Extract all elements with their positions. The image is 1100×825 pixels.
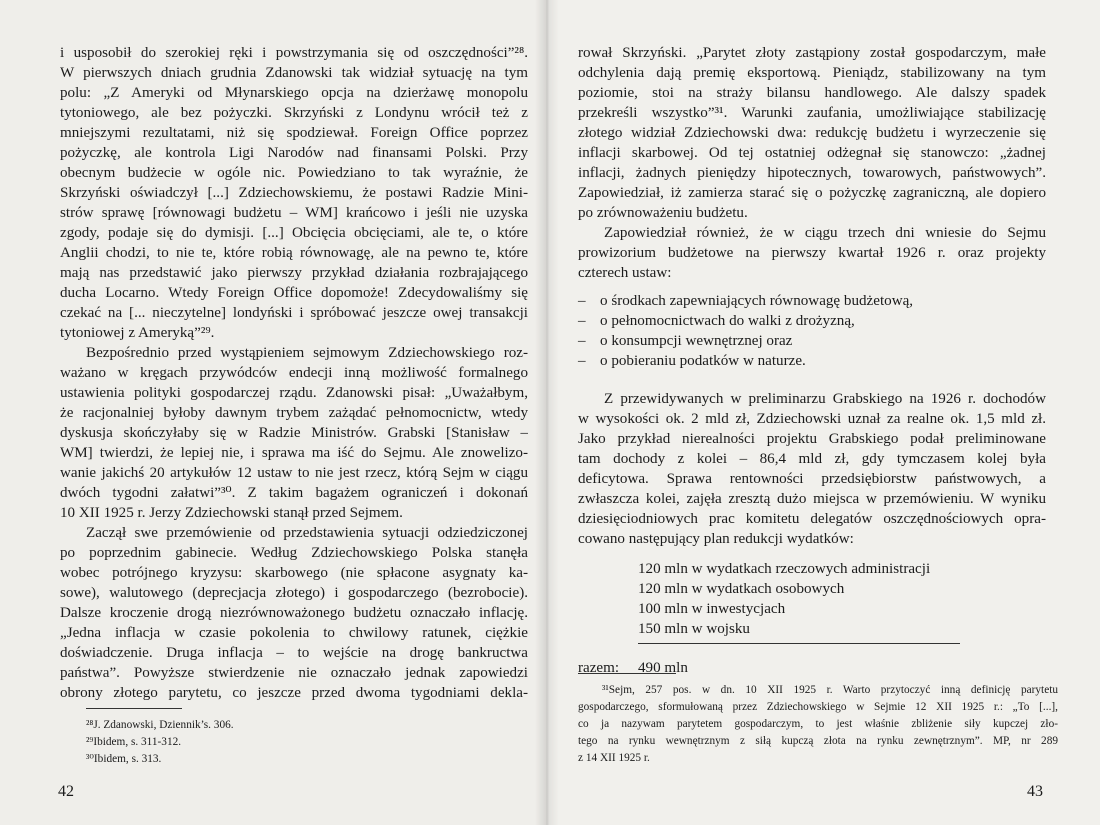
text-line: inflacji, żadnych pieniędzy hipotecznych, towarowych, państwowych”. bbox=[578, 165, 1046, 181]
text-line: złotego widział Zdziechowski dwa: redukcję budżetu i wyrzeczenie się bbox=[578, 125, 1046, 141]
right-page bbox=[547, 0, 1100, 825]
text-line: wanie jakichś 20 artykułów 12 ustaw to nie jest rzecz, którą Sejm w ciągu bbox=[60, 465, 528, 481]
book-gutter bbox=[535, 0, 559, 825]
plan-item: 120 mln w wydatkach osobowych bbox=[638, 581, 845, 597]
footnote: ²⁹Ibidem, s. 311-312. bbox=[86, 736, 182, 748]
plan-item: 150 mln w wojsku bbox=[638, 621, 750, 637]
text-line: deficytowa. Sprawa rentowności przedsiębiorstw państwowych, a bbox=[578, 471, 1046, 487]
footnote-rule bbox=[86, 708, 182, 709]
text-line: Skrzyński oświadczył [...] Zdziechowskiemu, że postawi Radzie Mini- bbox=[60, 185, 528, 201]
sum-rule bbox=[638, 643, 960, 644]
text-line: dyskusja skończyłaby się w Radzie Ministrów. Grabski [Stanisław – bbox=[60, 425, 528, 441]
text-line: obrony złotego parytetu, co jeszcze przed dwoma tygodniami dekla- bbox=[60, 685, 528, 701]
list-item: – o konsumpcji wewnętrznej oraz bbox=[578, 333, 793, 349]
text-line: „Jedna inflacja w czasie pokolenia to chwilowy ratunek, ciężkie bbox=[60, 625, 528, 641]
text-line: cowano następujący plan redukcji wydatków: bbox=[578, 531, 854, 547]
text-line: doświadczenie. Druga inflacja – to wejście na drogę bankructwa bbox=[60, 645, 528, 661]
text-line: rował Skrzyński. „Parytet złoty zastąpiony został gospodarczym, małe bbox=[578, 45, 1046, 61]
footnote-line: co ja nazywam parytetem gospodarczym, to jest właśnie zbliżenie siły kupczej zło- bbox=[578, 718, 1058, 730]
list-item-text: o pełnomocnictwach do walki z drożyzną, bbox=[600, 313, 855, 329]
text-line: WM] twierdzi, że lepiej nie, i sprawa ma iść do Sejmu. Ale znowelizo- bbox=[60, 445, 528, 461]
text-line: ducha Locarno. Wtedy Foreign Office dopomoże! Zdecydowaliśmy się bbox=[60, 285, 528, 301]
text-line: Jako przykład nierealności projektu Grabskiego podał preliminowane bbox=[578, 431, 1046, 447]
list-item-text: o konsumpcji wewnętrznej oraz bbox=[600, 333, 793, 349]
plan-item: 120 mln w wydatkach rzeczowych administracji bbox=[638, 561, 931, 577]
text-line: sowe), walutowego (deprecjacja złotego) i gospodarczego (bezrobocie). bbox=[60, 585, 528, 601]
total-label: razem: bbox=[578, 660, 620, 676]
text-line: i usposobił do szerokiej ręki i powstrzymania się od oszczędności”²⁸. bbox=[60, 45, 528, 61]
text-line: Zapowiedział, iż zamierza starać się o pożyczkę zagraniczną, ale dopiero bbox=[578, 185, 1046, 201]
text-line: czekać na [... nieczytelne] londyński i spróbować jeszcze owej transakcji bbox=[60, 305, 528, 321]
text-line: zwłaszcza kolei, zajęła zresztą dużo miejsca w przemówieniu. W wyniku bbox=[578, 491, 1046, 507]
text-line: tytoniowego, ale bez pożyczki. Skrzyński z Londynu wrócił też z bbox=[60, 105, 528, 121]
footnote-line: gospodarczego, sformułowaną przez Zdziechowskiego w Sejmie 12 XII 1925 r.: „To [...], bbox=[578, 701, 1058, 713]
text-line: prowizorium budżetowe na pierwszy kwartał 1926 r. oraz projekty bbox=[578, 245, 1046, 261]
left-page bbox=[0, 0, 547, 825]
text-line: że racjonalniej byłoby dawnym trybem zażądać pełnomocnictw, wtedy bbox=[60, 405, 528, 421]
text-line: po zrównoważeniu budżetu. bbox=[578, 205, 748, 221]
footnote-line: tego na rynku wewnętrznym z siłą kupczą złota na rynku zewnętrznym”. MP, nr 289 bbox=[578, 735, 1058, 747]
footnote-line: z 14 XII 1925 r. bbox=[578, 752, 650, 764]
list-item: – o pobieraniu podatków w naturze. bbox=[578, 353, 806, 369]
text-line: tam dochody z kolei – 86,4 mld zł, gdy tymczasem kolej była bbox=[578, 451, 1046, 467]
footnote: ²⁸J. Zdanowski, Dziennik’s. 306. bbox=[86, 719, 234, 731]
text-line: odchylenia dają premię eksportową. Pieniądz, stabilizowany na tym bbox=[578, 65, 1046, 81]
list-item: – o środkach zapewniających równowagę budżetową, bbox=[578, 293, 914, 309]
page-number: 42 bbox=[58, 783, 74, 800]
text-line: wobec potrójnego kryzysu: skarbowego (nie spłacone asygnaty ka- bbox=[60, 565, 528, 581]
footnote: ³⁰Ibidem, s. 313. bbox=[86, 753, 162, 765]
text-line: zgody, podaje się do dymisji. [...] Obcięcia obcięciami, ale te, o które bbox=[60, 225, 528, 241]
text-line: inflacji skarbowej. Od tej ostatniej odżegnał się stanowczo: „żadnej bbox=[578, 145, 1046, 161]
text-line: mają nas przedstawić jako pierwszy przykład działania rozbrajającego bbox=[60, 265, 528, 281]
text-line: państwa”. Powyższe stwierdzenie nie oznaczało jednak zapowiedzi bbox=[60, 665, 528, 681]
text-line: po poprzednim gabinecie. Według Zdziechowskiego Polska stanęła bbox=[60, 545, 528, 561]
left-footnotes bbox=[86, 717, 486, 768]
total-row bbox=[578, 658, 1046, 678]
right-footnotes bbox=[578, 682, 1058, 767]
text-line: poziomie, stoi na straży bilansu handlowego. Ale dalszy spadek bbox=[578, 85, 1046, 101]
text-line: strów sprawę [równowagi budżetu – WM] krańcowo i jeśli nie uzyska bbox=[60, 205, 528, 221]
text-line: tytoniowej z Ameryką”²⁹. bbox=[60, 325, 215, 341]
text-line: ustawienia polityki gospodarczej rządu. Zdanowski pisał: „Uważałbym, bbox=[60, 385, 528, 401]
text-line: mniejszymi rezultatami, niż się spodziewał. Foreign Office poprzez bbox=[60, 125, 528, 141]
total-value: 490 mln bbox=[638, 660, 688, 676]
plan-item: 100 mln w inwestycjach bbox=[638, 601, 786, 617]
text-line: w wysokości ok. 2 mld zł, Zdziechowski uznał za realne ok. 1,5 mld zł. bbox=[578, 411, 1046, 427]
text-line: Zapowiedział również, że w ciągu trzech dni wniesie do Sejmu bbox=[604, 225, 1046, 241]
text-line: polu: „Z Ameryki od Młynarskiego opcja na dzierżawę monopolu bbox=[60, 85, 528, 101]
footnote-line: ³¹Sejm, 257 pos. w dn. 10 XII 1925 r. Warto przytoczyć inną definicję parytetu bbox=[602, 684, 1058, 696]
text-line: Zaczął swe przemówienie od przedstawienia sytuacji odziedziczonej bbox=[86, 525, 528, 541]
text-line: dwóch tygodni załatwi”³⁰. Z takim bagażem ograniczeń i dokonań bbox=[60, 485, 528, 501]
page-number: 43 bbox=[1027, 783, 1043, 800]
list-item: – o pełnomocnictwach do walki z drożyzną, bbox=[578, 313, 855, 329]
right-body-text bbox=[578, 43, 1046, 678]
text-line: 10 XII 1925 r. Jerzy Zdziechowski stanął przed Sejmem. bbox=[60, 505, 403, 521]
text-line: dziesięciodniowych prac komitetu delegatów oszczędnościowych opra- bbox=[578, 511, 1046, 527]
text-line: Anglii chodzi, to nie te, które robią równowagę, ale na pewno te, które bbox=[60, 245, 528, 261]
left-body-text bbox=[60, 43, 528, 703]
list-item-text: o pobieraniu podatków w naturze. bbox=[600, 353, 806, 369]
text-line: Bezpośrednio przed wystąpieniem sejmowym Zdziechowskiego roz- bbox=[86, 345, 528, 361]
text-line: Z przewidywanych w preliminarzu Grabskiego na 1926 r. dochodów bbox=[604, 391, 1046, 407]
footnote-rule bbox=[578, 673, 676, 674]
text-line: przekreśli wszystko”³¹. Warunki zaufania, umożliwiające stabilizację bbox=[578, 105, 1046, 121]
text-line: pożyczkę, ale kontrola Ligi Narodów nad finansami Polski. Przy bbox=[60, 145, 528, 161]
list-item-text: o środkach zapewniających równowagę budżetową, bbox=[600, 293, 914, 309]
text-line: czterech ustaw: bbox=[578, 265, 672, 281]
text-line: ważano w kręgach przywódców endecji inną możliwość formalnego bbox=[60, 365, 528, 381]
text-line: W pierwszych dniach grudnia Zdanowski tak widział sytuację na tym bbox=[60, 65, 528, 81]
text-line: Dalsze kroczenie drogą niezrównoważonego budżetu oznaczało inflację. bbox=[60, 605, 528, 621]
text-line: obecnym budżecie w ogóle nic. Powiedziano to tak wyraźnie, że bbox=[60, 165, 528, 181]
